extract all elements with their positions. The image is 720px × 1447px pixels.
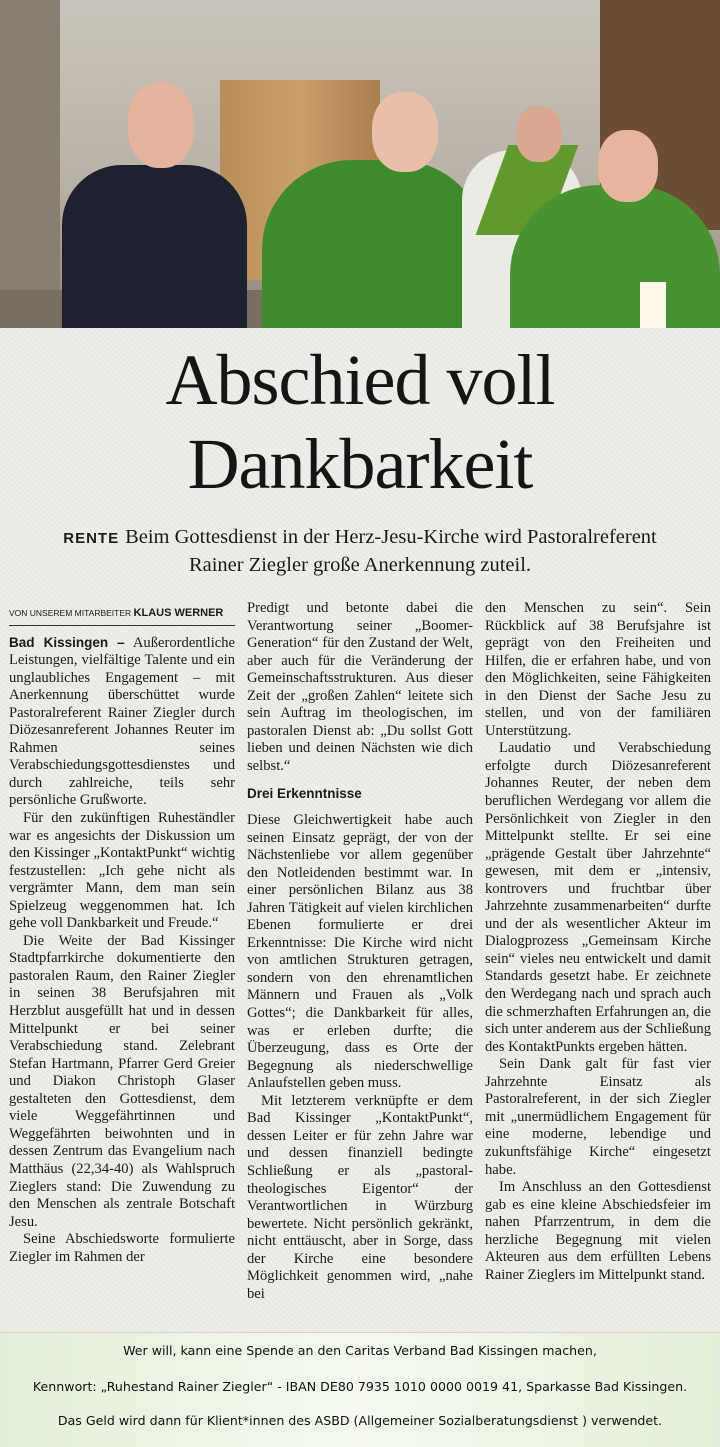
paragraph: Für den zukünftigen Ruheständler war es angesichts der Diskussion um den Kissinger „KontaktPunkt“ wichtig festzustellen: „Ich gehe nicht als vergrämter Mann, dem man sein Spielzeug weggenommen hat. Ich gehe voll Dankbarkeit und Freude.“ bbox=[9, 810, 235, 932]
donation-note bbox=[0, 1332, 720, 1447]
paragraph: den Menschen zu sein“. Sein Rückblick auf 38 Berufsjahre ist geprägt von den Freiheiten und Hilfen, die er erfahren habe, und von den Möglichkeiten, seine Fähigkeiten in den Dienst der Sache Jesu zu stellen, und von der familiären Unterstützung. bbox=[485, 600, 711, 739]
church-photo bbox=[0, 0, 720, 328]
paragraph bbox=[9, 634, 235, 810]
paragraph: Laudatio und Verabschiedung erfolgte durch Diözesanreferent Johannes Reuter, der neben dem beruflichen Werdegang vor allem die Persönlichkeit von Ziegler in den Mittelpunkt stellte. Er sei eine „prägende Gestalt über Jahrzehnte“ gewesen, mit dem er „intensiv, kontrovers und fruchtbar über Jahrzehnte zusammenarbeiten“ durfte und der als wesentlicher Akteur im Dialogprozess „Gemeinsam Kirche sein“ vieles neu entwickelt und damit Standards gesetzt habe. Er zeichnete den Werdegang nach und sprach auch die schmerzhaften Erfahrungen an, die sich unter anderem aus der Schließung des KontaktPunkts ergeben hätten. bbox=[485, 740, 711, 1055]
paragraph: Im Anschluss an den Gottesdienst gab es eine kleine Abschiedsfeier im nahen Pfarrzentrum, in dem die herzliche Begegnung mit vielen Akteuren aus dem erfüllten Lebens Rainer Zieglers im Mittelpunkt stand. bbox=[485, 1179, 711, 1283]
donation-line-2: Kennwort: „Ruhestand Rainer Ziegler“ - IBAN DE80 7935 1010 0000 0019 41, Sparkasse Bad Kissingen. bbox=[32, 1379, 688, 1394]
article-column-2 bbox=[247, 600, 473, 1303]
article-column-3 bbox=[485, 600, 711, 1284]
donation-line-1: Wer will, kann eine Spende an den Caritas Verband Bad Kissingen machen, bbox=[123, 1343, 597, 1358]
dateline: Bad Kissingen – bbox=[9, 634, 125, 650]
subheading-line-1: Beim Gottesdienst in der Herz-Jesu-Kirche wird Pastoralreferent bbox=[125, 526, 657, 548]
article-column-1 bbox=[9, 600, 235, 1266]
person-in-suit bbox=[62, 165, 247, 328]
paragraph: Sein Dank galt für fast vier Jahrzehnte Einsatz als Pastoralreferent, in der sich Ziegler mit „unermüdlichem Engagement für eine moderne, lebendige und zukunftsfähige Kirche“ eingesetzt habe. bbox=[485, 1056, 711, 1178]
headline-line-2: Dankbarkeit bbox=[187, 424, 533, 504]
section-subhead: Drei Erkenntnisse bbox=[247, 786, 362, 802]
paragraph: Predigt und betonte dabei die Verantwortung seiner „Boomer-Generation“ für den Zustand der Welt, aber auch für die Veränderung der Gemeinschaftsstrukturen. Aus dieser Zeit der „großen Zahlen“ leitete sich sein Auftrag im theologischen, im pastoralen Dienst ab: „Du sollst Gott lieben und deinen Nächsten wie dich selbst.“ bbox=[247, 600, 473, 774]
paragraph: Diese Gleichwertigkeit habe auch seinen Einsatz geprägt, der von der Nächstenliebe vor allem gegenüber den Notleidenden bestimmt war. In einer persönlichen Bilanz aus 38 Jahren Tätigkeit auf vielen kirchlichen Ebenen formulierte er drei Erkenntnisse: Die Kirche wird nicht von amtlichen Strukturen getragen, sondern von den ehrenamtlichen Männern und Frauen als „Volk Gottes“; die Dankbarkeit für alles, was er erleben durfte; die Überzeugung, dass es Orte der Begegnung als niederschwellige Anlaufstellen geben muss. bbox=[247, 812, 473, 1092]
priest-green-vestment bbox=[262, 160, 487, 328]
byline bbox=[9, 605, 235, 626]
subheading bbox=[10, 524, 710, 579]
headline-line-1: Abschied voll bbox=[165, 340, 555, 420]
donation-line-3: Das Geld wird dann für Klient*innen des ASBD (Allgemeiner Sozialberatungsdienst ) verwendet. bbox=[57, 1413, 663, 1428]
priest-green-chasuble bbox=[510, 185, 720, 328]
byline-author: KLAUS WERNER bbox=[133, 607, 224, 619]
candle bbox=[640, 282, 666, 328]
subheading-line-2: Rainer Ziegler große Anerkennung zuteil. bbox=[188, 554, 532, 576]
paragraph: Die Weite der Bad Kissinger Stadtpfarrkirche dokumentierte den pastoralen Raum, den Rainer Ziegler in seinen 38 Berufsjahren mit Herzblut ausgefüllt hat und in dessen Mittelpunkt er bei seiner Verabschiedung stand. Zelebrant Stefan Hartmann, Pfarrer Gerd Greier und Diakon Christoph Glaser gestalteten den Gottesdienst, dem viele Weggefährtinnen und Weggefährten beiwohnten und in dessen Zentrum das Evangelium nach Matthäus (22,34-40) als Wahlspruch Zieglers stand: Die Zuwendung zu den Menschen als zentrale Botschaft Jesu. bbox=[9, 932, 235, 1230]
paragraph: Seine Abschiedsworte formulierte Ziegler im Rahmen der bbox=[9, 1231, 235, 1265]
headline bbox=[0, 338, 720, 506]
paragraph: Mit letzterem verknüpfte er dem Bad Kissinger „KontaktPunkt“, dessen Leiter er für zehn Jahre war und dessen finanziell bedingte Schließung er als „pastoral-theologisches Eigentor“ der Verantwortlichen in Würzburg bewertete. Nicht persönlich gekränkt, nicht enttäuscht, aber in Sorge, dass der Kirche eine besondere Möglichkeit genommen wird, „nahe bei bbox=[247, 1092, 473, 1302]
byline-prefix: VON UNSEREM MITARBEITER bbox=[9, 608, 132, 618]
paragraph-text: Außerordentliche Leistungen, vielfältige Talente und ein unglaubliches Engagement – mit Anerkennung überschüttet wurde Pastoralreferent Rainer Ziegler durch Diözesanreferent Johannes Reuter im Rahmen seines Verabschiedungsgottesdienstes und durch zahlreiche, teils sehr persönliche Grußworte. bbox=[9, 634, 236, 809]
rubric-kicker: RENTE bbox=[63, 530, 120, 547]
